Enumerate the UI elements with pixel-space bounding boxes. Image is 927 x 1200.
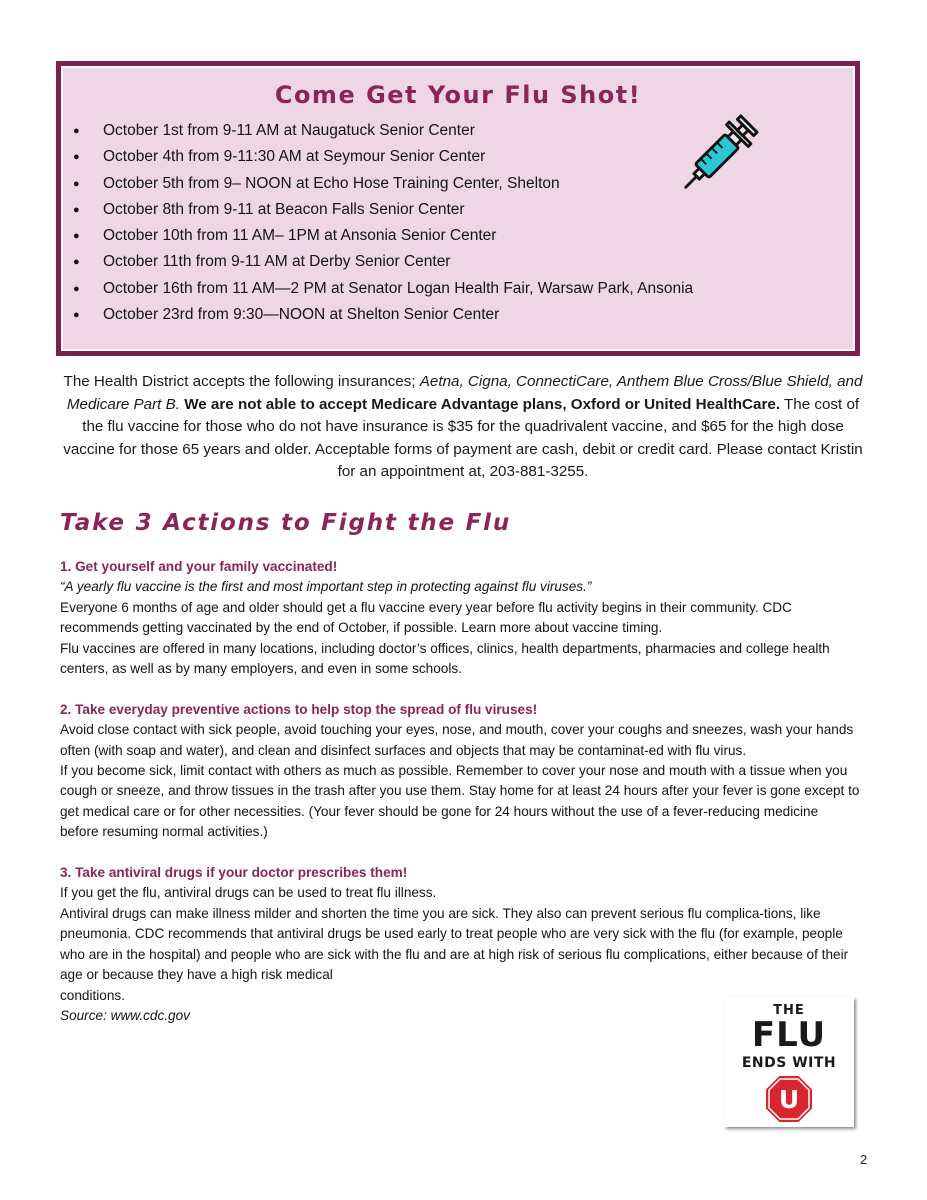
actions-content	[60, 557, 860, 1026]
action-1-paragraph: Flu vaccines are offered in many locations, including doctor’s offices, clinics, health departments, pharmacies and college health centers, as well as by many employers, and even in some schools.	[60, 640, 830, 677]
clinic-text: October 8th from 9-11 at Beacon Falls Senior Center	[103, 200, 465, 218]
bullet-icon: ●	[73, 151, 80, 164]
clinic-item	[71, 171, 693, 197]
stop-sign-letter: U	[778, 1085, 800, 1114]
flu-ends-with-u-logo	[724, 997, 854, 1127]
action-3-paragraph: If you get the flu, antiviral drugs can be used to treat flu illness.	[60, 885, 437, 901]
clinic-item	[71, 249, 693, 275]
clinic-text: October 16th from 11 AM—2 PM at Senator Logan Health Fair, Warsaw Park, Ansonia	[103, 279, 694, 297]
bullet-icon: ●	[73, 125, 80, 137]
clinic-item	[71, 223, 693, 249]
insurance-details: The cost of the flu vaccine for those who do not have insurance is $35 for the quadrivalent vaccine, and $65 for the high dose vaccine for those 65 years and older. Acceptable forms of payment are cash, debit or credit card. Please contact Kristin for an appointment at, 203-881-3255.	[63, 395, 863, 480]
clinic-item	[71, 118, 693, 144]
action-1-title: 1. Get yourself and your family vaccinated!	[60, 559, 338, 574]
action-2-title: 2. Take everyday preventive actions to help stop the spread of flu viruses!	[60, 701, 538, 717]
stop-sign-icon	[763, 1073, 815, 1125]
actions-heading: Take 3 Actions to Fight the Flu	[60, 510, 512, 536]
bullet-icon: ●	[73, 309, 80, 322]
clinic-item	[71, 302, 693, 328]
clinic-text: October 10th from 11 AM– 1PM at Ansonia Senior Center	[103, 227, 497, 245]
flu-shot-box-inner	[61, 66, 855, 351]
clinic-text: October 23rd from 9:30—NOON at Shelton Senior Center	[103, 306, 500, 324]
clinic-item	[71, 276, 693, 302]
flu-shot-box	[56, 61, 860, 356]
clinic-text: October 4th from 9-11:30 AM at Seymour Senior Center	[103, 148, 486, 166]
logo-line-3: ENDS WITH	[741, 1055, 837, 1071]
action-3-title: 3. Take antiviral drugs if your doctor prescribes them!	[60, 865, 408, 881]
page-number: 2	[860, 1152, 868, 1167]
action-2-paragraph: Avoid close contact with sick people, avoid touching your eyes, nose, and mouth, cover your coughs and sneezes, wash your hands often (with soap and water), and clean and disinfect surfaces and objects that may be contaminat-ed with flu virus.	[60, 722, 854, 758]
insurance-not-accepted: We are not able to accept Medicare Advantage plans, Oxford or United HealthCare.	[184, 395, 781, 413]
insurance-plans: Aetna, Cigna, ConnectiCare, Anthem Blue Cross/Blue Shield, and Medicare Part B.	[66, 373, 863, 413]
insurance-intro: The Health District accepts the following insurances;	[63, 373, 420, 390]
action-2-paragraph: If you become sick, limit contact with others as much as possible. Remember to cover your nose and mouth with a tissue when you cough or sneeze, and throw tissues in the trash after you use them. Stay home for at least 24 hours after your fever is gone except to get medical care or for other necessities. (Your fever should be gone for 24 hours without the use of a fever-reducing medicine before resuming normal activities.)	[60, 763, 860, 840]
bullet-icon: ●	[73, 177, 80, 190]
clinic-text: October 5th from 9– NOON at Echo Hose Training Center, Shelton	[103, 174, 560, 192]
bullet-icon: ●	[73, 256, 80, 269]
flu-shot-title: Come Get Your Flu Shot!	[274, 81, 642, 109]
syringe-icon	[669, 108, 765, 204]
action-3-paragraph-end: conditions.	[60, 987, 125, 1003]
action-3-paragraph: Antiviral drugs can make illness milder and shorten the time you are sick. They also can prevent serious flu complica-tions, like pneumonia. CDC recommends that antiviral drugs be used early to treat people who are very sick with the flu (for example, people who are in the hospital) and people who are sick with the flu and are at high risk of serious flu complications, either because of their age or because they have a high risk medical	[60, 905, 849, 983]
bullet-icon: ●	[73, 282, 80, 295]
bullet-icon: ●	[73, 203, 80, 216]
clinic-text: October 11th from 9-11 AM at Derby Senior Center	[103, 253, 451, 271]
logo-line-1: THE	[773, 1003, 805, 1018]
spacer	[60, 679, 860, 699]
clinic-text: October 1st from 9-11 AM at Naugatuck Senior Center	[103, 122, 475, 139]
source-citation: Source: www.cdc.gov	[60, 1007, 190, 1023]
action-1-paragraph: Everyone 6 months of age and older should get a flu vaccine every year before flu activity begins in their community. CDC recommends getting vaccinated by the end of October, if possible. Learn more about vaccine timing.	[60, 599, 792, 636]
action-1-quote: “A yearly flu vaccine is the first and most important step in protecting against flu viruses.”	[60, 579, 592, 595]
bullet-icon: ●	[73, 230, 80, 243]
clinic-list	[71, 118, 693, 328]
clinic-item	[71, 197, 693, 223]
spacer	[60, 843, 860, 863]
clinic-item	[71, 144, 693, 170]
insurance-info	[60, 371, 866, 484]
logo-line-2: FLU	[751, 1015, 827, 1055]
